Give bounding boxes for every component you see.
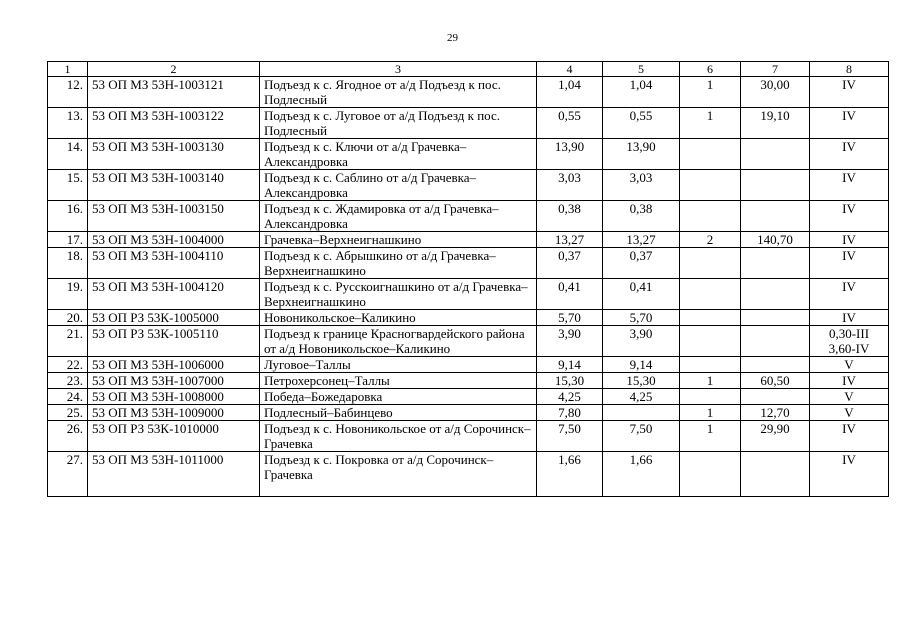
bridges-count-cell: 1 <box>680 77 741 108</box>
road-category-cell: IV <box>810 279 889 310</box>
length-hard-cell: 0,55 <box>603 108 680 139</box>
road-name-cell: Подлесный–Бабинцево <box>260 405 537 421</box>
bridges-length-cell <box>741 139 810 170</box>
road-name-cell: Подъезд к с. Ждамировка от а/д Грачевка–Александровка <box>260 201 537 232</box>
road-code-cell: 53 ОП МЗ 53Н-1011000 <box>88 452 260 497</box>
table-row <box>48 373 889 389</box>
length-hard-cell: 5,70 <box>603 310 680 326</box>
table-row <box>48 139 889 170</box>
table-row <box>48 201 889 232</box>
row-number-cell: 24. <box>48 389 88 405</box>
bridges-length-cell: 60,50 <box>741 373 810 389</box>
road-code-cell: 53 ОП МЗ 53Н-1003121 <box>88 77 260 108</box>
row-number-cell: 21. <box>48 326 88 357</box>
road-category-cell: IV <box>810 170 889 201</box>
length-hard-cell: 15,30 <box>603 373 680 389</box>
road-code-cell: 53 ОП МЗ 53Н-1004120 <box>88 279 260 310</box>
length-hard-cell: 4,25 <box>603 389 680 405</box>
length-hard-cell: 7,50 <box>603 421 680 452</box>
column-header: 7 <box>741 62 810 77</box>
road-name-cell: Подъезд к с. Саблино от а/д Грачевка–Александровка <box>260 170 537 201</box>
table-row <box>48 77 889 108</box>
row-number-cell: 27. <box>48 452 88 497</box>
row-number-cell: 23. <box>48 373 88 389</box>
bridges-count-cell: 1 <box>680 373 741 389</box>
table-row <box>48 421 889 452</box>
road-category-cell: IV <box>810 108 889 139</box>
road-category-cell: IV <box>810 310 889 326</box>
length-total-cell: 0,41 <box>537 279 603 310</box>
bridges-length-cell: 29,90 <box>741 421 810 452</box>
length-total-cell: 15,30 <box>537 373 603 389</box>
row-number-cell: 16. <box>48 201 88 232</box>
bridges-count-cell <box>680 389 741 405</box>
road-category-cell: IV <box>810 248 889 279</box>
road-code-cell: 53 ОП МЗ 53Н-1007000 <box>88 373 260 389</box>
length-total-cell: 1,04 <box>537 77 603 108</box>
bridges-length-cell <box>741 170 810 201</box>
table-row <box>48 279 889 310</box>
road-category-cell: IV <box>810 421 889 452</box>
length-hard-cell: 0,38 <box>603 201 680 232</box>
road-category-cell: IV <box>810 232 889 248</box>
length-total-cell: 9,14 <box>537 357 603 373</box>
length-total-cell: 3,03 <box>537 170 603 201</box>
roads-table <box>47 61 889 497</box>
table-row <box>48 405 889 421</box>
road-name-cell: Подъезд к с. Русскоигнашкино от а/д Грачевка–Верхнеигнашкино <box>260 279 537 310</box>
length-hard-cell: 9,14 <box>603 357 680 373</box>
bridges-count-cell: 2 <box>680 232 741 248</box>
road-name-cell: Новоникольское–Каликино <box>260 310 537 326</box>
road-name-cell: Подъезд к границе Красногвардейского района от а/д Новоникольское–Каликино <box>260 326 537 357</box>
road-name-cell: Подъезд к с. Новоникольское от а/д Сорочинск–Грачевка <box>260 421 537 452</box>
length-hard-cell <box>603 405 680 421</box>
length-hard-cell: 1,66 <box>603 452 680 497</box>
row-number-cell: 13. <box>48 108 88 139</box>
length-total-cell: 13,27 <box>537 232 603 248</box>
table-row <box>48 232 889 248</box>
table-row <box>48 326 889 357</box>
length-hard-cell: 13,27 <box>603 232 680 248</box>
bridges-count-cell: 1 <box>680 405 741 421</box>
column-header: 8 <box>810 62 889 77</box>
row-number-cell: 22. <box>48 357 88 373</box>
road-category-cell: IV <box>810 201 889 232</box>
road-code-cell: 53 ОП МЗ 53Н-1006000 <box>88 357 260 373</box>
row-number-cell: 14. <box>48 139 88 170</box>
row-number-cell: 15. <box>48 170 88 201</box>
bridges-count-cell <box>680 201 741 232</box>
road-code-cell: 53 ОП МЗ 53Н-1003130 <box>88 139 260 170</box>
length-total-cell: 4,25 <box>537 389 603 405</box>
column-header: 2 <box>88 62 260 77</box>
table-row <box>48 357 889 373</box>
row-number-cell: 26. <box>48 421 88 452</box>
column-header: 4 <box>537 62 603 77</box>
bridges-length-cell <box>741 357 810 373</box>
row-number-cell: 20. <box>48 310 88 326</box>
road-category-cell: V <box>810 405 889 421</box>
bridges-count-cell <box>680 310 741 326</box>
road-name-cell: Луговое–Таллы <box>260 357 537 373</box>
road-name-cell: Петрохерсонец–Таллы <box>260 373 537 389</box>
road-code-cell: 53 ОП РЗ 53К-1010000 <box>88 421 260 452</box>
length-hard-cell: 0,37 <box>603 248 680 279</box>
length-hard-cell: 0,41 <box>603 279 680 310</box>
road-code-cell: 53 ОП МЗ 53Н-1003122 <box>88 108 260 139</box>
table-row <box>48 248 889 279</box>
road-code-cell: 53 ОП МЗ 53Н-1008000 <box>88 389 260 405</box>
bridges-length-cell <box>741 389 810 405</box>
row-number-cell: 12. <box>48 77 88 108</box>
road-code-cell: 53 ОП РЗ 53К-1005110 <box>88 326 260 357</box>
bridges-count-cell <box>680 170 741 201</box>
length-total-cell: 0,37 <box>537 248 603 279</box>
road-code-cell: 53 ОП МЗ 53Н-1003150 <box>88 201 260 232</box>
row-number-cell: 18. <box>48 248 88 279</box>
road-category-cell: V <box>810 357 889 373</box>
length-hard-cell: 3,90 <box>603 326 680 357</box>
road-name-cell: Подъезд к с. Абрышкино от а/д Грачевка–Верхнеигнашкино <box>260 248 537 279</box>
row-number-cell: 19. <box>48 279 88 310</box>
road-category-cell: V <box>810 389 889 405</box>
bridges-length-cell <box>741 201 810 232</box>
table-row <box>48 452 889 497</box>
row-number-cell: 17. <box>48 232 88 248</box>
bridges-count-cell <box>680 452 741 497</box>
table-row <box>48 389 889 405</box>
road-code-cell: 53 ОП МЗ 53Н-1004000 <box>88 232 260 248</box>
length-total-cell: 0,38 <box>537 201 603 232</box>
column-header: 6 <box>680 62 741 77</box>
bridges-count-cell: 1 <box>680 421 741 452</box>
length-hard-cell: 1,04 <box>603 77 680 108</box>
bridges-length-cell: 140,70 <box>741 232 810 248</box>
bridges-count-cell: 1 <box>680 108 741 139</box>
road-category-cell: 0,30-III 3,60-IV <box>810 326 889 357</box>
road-code-cell: 53 ОП МЗ 53Н-1009000 <box>88 405 260 421</box>
table-row <box>48 170 889 201</box>
length-total-cell: 7,50 <box>537 421 603 452</box>
length-hard-cell: 3,03 <box>603 170 680 201</box>
bridges-length-cell <box>741 279 810 310</box>
length-total-cell: 5,70 <box>537 310 603 326</box>
road-name-cell: Победа–Божедаровка <box>260 389 537 405</box>
road-name-cell: Грачевка–Верхнеигнашкино <box>260 232 537 248</box>
road-category-cell: IV <box>810 139 889 170</box>
column-header: 3 <box>260 62 537 77</box>
length-total-cell: 7,80 <box>537 405 603 421</box>
bridges-count-cell <box>680 357 741 373</box>
road-code-cell: 53 ОП МЗ 53Н-1004110 <box>88 248 260 279</box>
bridges-length-cell <box>741 452 810 497</box>
bridges-length-cell: 12,70 <box>741 405 810 421</box>
road-code-cell: 53 ОП РЗ 53К-1005000 <box>88 310 260 326</box>
bridges-count-cell <box>680 248 741 279</box>
road-code-cell: 53 ОП МЗ 53Н-1003140 <box>88 170 260 201</box>
row-number-cell: 25. <box>48 405 88 421</box>
table-row <box>48 108 889 139</box>
table-row <box>48 310 889 326</box>
page-number: 29 <box>447 32 458 44</box>
bridges-count-cell <box>680 326 741 357</box>
length-total-cell: 3,90 <box>537 326 603 357</box>
road-name-cell: Подъезд к с. Ягодное от а/д Подъезд к пос. Подлесный <box>260 77 537 108</box>
length-hard-cell: 13,90 <box>603 139 680 170</box>
road-category-cell: IV <box>810 452 889 497</box>
bridges-length-cell: 30,00 <box>741 77 810 108</box>
column-header: 1 <box>48 62 88 77</box>
bridges-length-cell <box>741 248 810 279</box>
road-category-cell: IV <box>810 77 889 108</box>
length-total-cell: 0,55 <box>537 108 603 139</box>
road-name-cell: Подъезд к с. Ключи от а/д Грачевка–Александровка <box>260 139 537 170</box>
road-category-cell: IV <box>810 373 889 389</box>
bridges-count-cell <box>680 139 741 170</box>
bridges-count-cell <box>680 279 741 310</box>
length-total-cell: 1,66 <box>537 452 603 497</box>
column-header: 5 <box>603 62 680 77</box>
length-total-cell: 13,90 <box>537 139 603 170</box>
road-name-cell: Подъезд к с. Луговое от а/д Подъезд к пос. Подлесный <box>260 108 537 139</box>
table-header-row <box>48 62 889 77</box>
bridges-length-cell <box>741 326 810 357</box>
road-name-cell: Подъезд к с. Покровка от а/д Сорочинск–Грачевка <box>260 452 537 497</box>
bridges-length-cell: 19,10 <box>741 108 810 139</box>
bridges-length-cell <box>741 310 810 326</box>
